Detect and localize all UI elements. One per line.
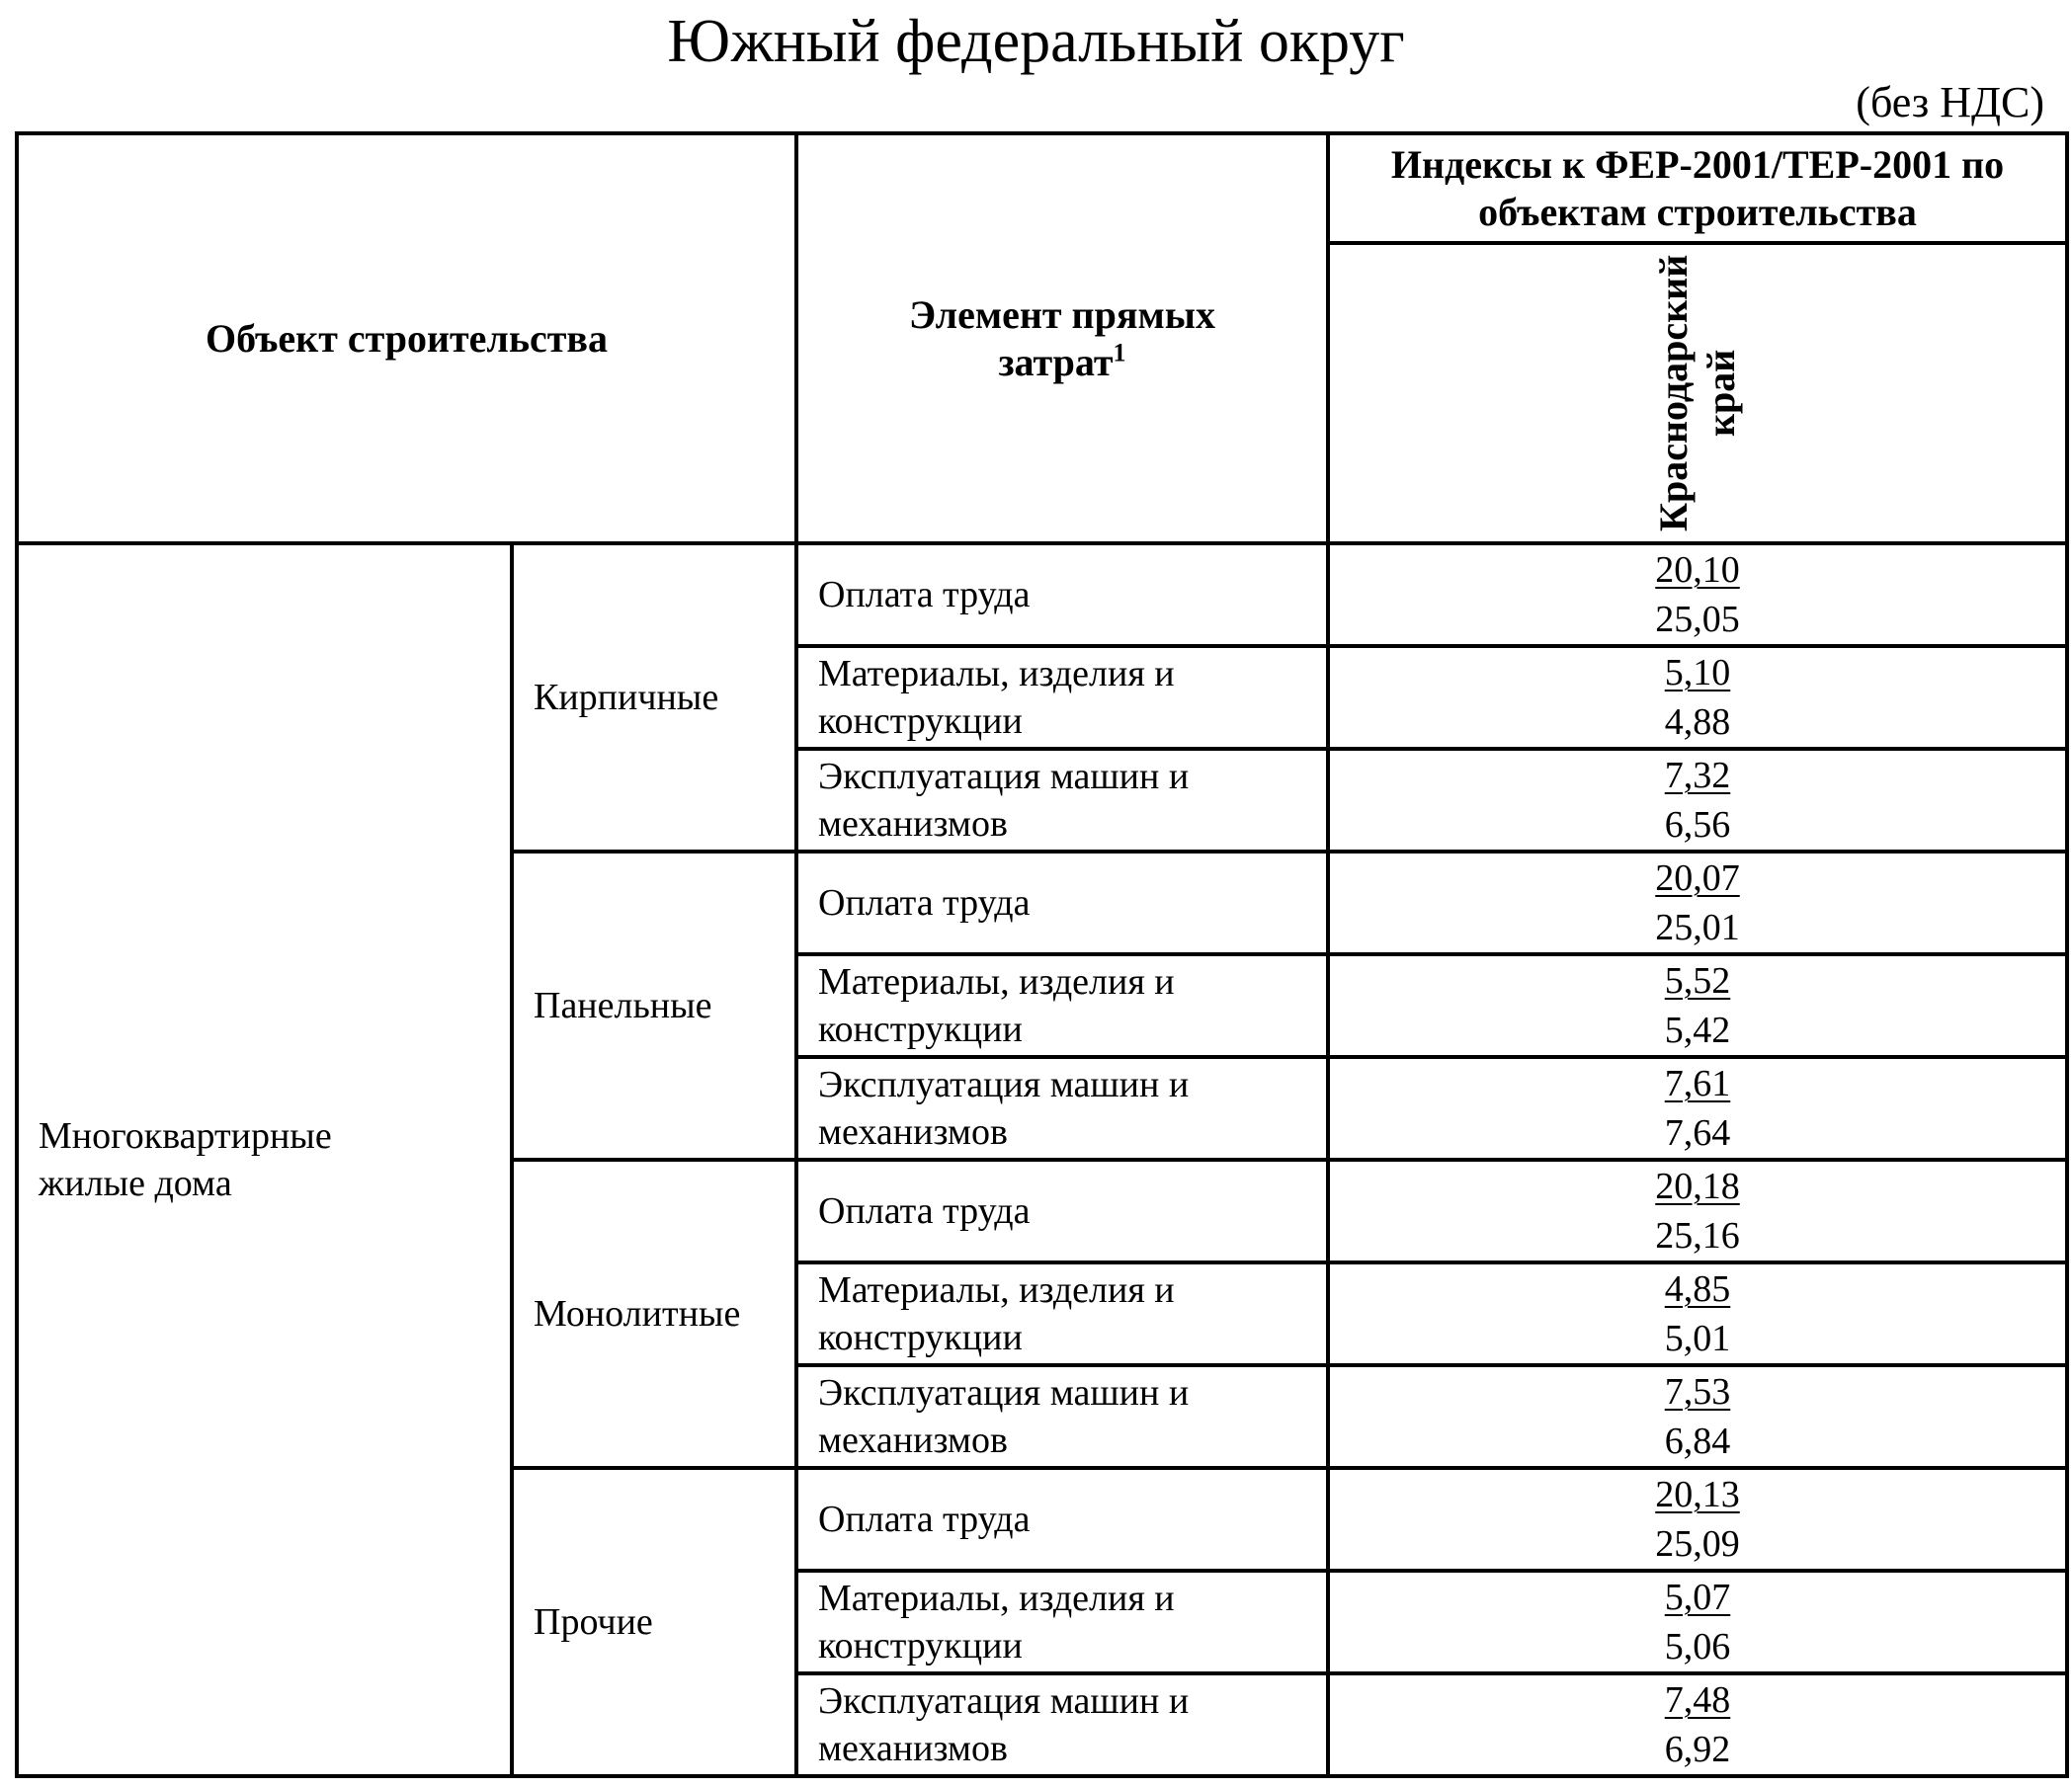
index-fer: 5,10: [1664, 652, 1731, 693]
building-type: Монолитные: [512, 1160, 796, 1468]
index-fer: 20,07: [1655, 857, 1740, 899]
header-region: [1328, 243, 2067, 543]
table-body: [17, 543, 2067, 1776]
building-type: Кирпичные: [512, 543, 796, 852]
building-type: Прочие: [512, 1468, 796, 1776]
index-value: [1328, 954, 2067, 1057]
cost-element: Материалы, изделия и конструкции: [796, 954, 1328, 1057]
index-fer: 7,32: [1664, 755, 1731, 796]
index-table: [15, 131, 2069, 1778]
table-row: [17, 543, 2067, 646]
cost-element: Эксплуатация машин и механизмов: [796, 1365, 1328, 1468]
cost-element: Эксплуатация машин и механизмов: [796, 1673, 1328, 1776]
index-ter: 6,56: [1664, 804, 1731, 846]
index-ter: 5,06: [1664, 1626, 1731, 1667]
index-fer: 7,61: [1664, 1063, 1731, 1104]
index-ter: 25,09: [1655, 1523, 1740, 1565]
index-value: [1328, 1468, 2067, 1571]
cost-element: Оплата труда: [796, 1468, 1328, 1571]
index-value: [1328, 646, 2067, 749]
region-label: Краснодарский край: [1651, 254, 1743, 532]
header-indexes: Индексы к ФЕР-2001/ТЕР-2001 по объектам строительства: [1328, 133, 2067, 243]
footnote-mark: 1: [1113, 338, 1126, 367]
cost-element: Эксплуатация машин и механизмов: [796, 749, 1328, 852]
cost-element: Оплата труда: [796, 543, 1328, 646]
cost-element: Материалы, изделия и конструкции: [796, 1262, 1328, 1365]
cost-element: Оплата труда: [796, 1160, 1328, 1262]
index-ter: 5,42: [1664, 1010, 1731, 1051]
index-value: [1328, 1262, 2067, 1365]
index-value: [1328, 852, 2067, 954]
index-fer: 5,52: [1664, 960, 1731, 1002]
cost-element: Материалы, изделия и конструкции: [796, 646, 1328, 749]
index-ter: 25,01: [1655, 907, 1740, 948]
index-ter: 25,16: [1655, 1215, 1740, 1257]
header-object: Объект строительства: [17, 133, 796, 543]
index-value: [1328, 1160, 2067, 1262]
index-ter: 25,05: [1655, 599, 1740, 640]
index-value: [1328, 543, 2067, 646]
index-ter: 5,01: [1664, 1318, 1731, 1359]
index-value: [1328, 1571, 2067, 1673]
index-fer: 7,53: [1664, 1371, 1731, 1413]
index-fer: 20,18: [1655, 1166, 1740, 1207]
index-fer: 4,85: [1664, 1268, 1731, 1310]
cost-element: Эксплуатация машин и механизмов: [796, 1057, 1328, 1160]
vat-note: (без НДС): [1856, 78, 2044, 126]
building-type: Панельные: [512, 852, 796, 1160]
page-title: Южный федеральный округ: [667, 8, 1405, 75]
index-fer: 5,07: [1664, 1577, 1731, 1618]
index-value: [1328, 1365, 2067, 1468]
index-fer: 20,10: [1655, 549, 1740, 591]
index-fer: 7,48: [1664, 1679, 1731, 1721]
object-name: Многоквартирные жилые дома: [17, 543, 512, 1776]
index-ter: 4,88: [1664, 701, 1731, 743]
cost-element: Оплата труда: [796, 852, 1328, 954]
cost-element: Материалы, изделия и конструкции: [796, 1571, 1328, 1673]
index-ter: 6,84: [1664, 1421, 1731, 1462]
index-ter: 6,92: [1664, 1729, 1731, 1770]
index-fer: 20,13: [1655, 1474, 1740, 1515]
index-value: [1328, 1673, 2067, 1776]
header-element: Элемент прямых затрат$^1$: [796, 133, 1328, 543]
index-value: [1328, 749, 2067, 852]
index-value: [1328, 1057, 2067, 1160]
index-ter: 7,64: [1664, 1112, 1731, 1154]
